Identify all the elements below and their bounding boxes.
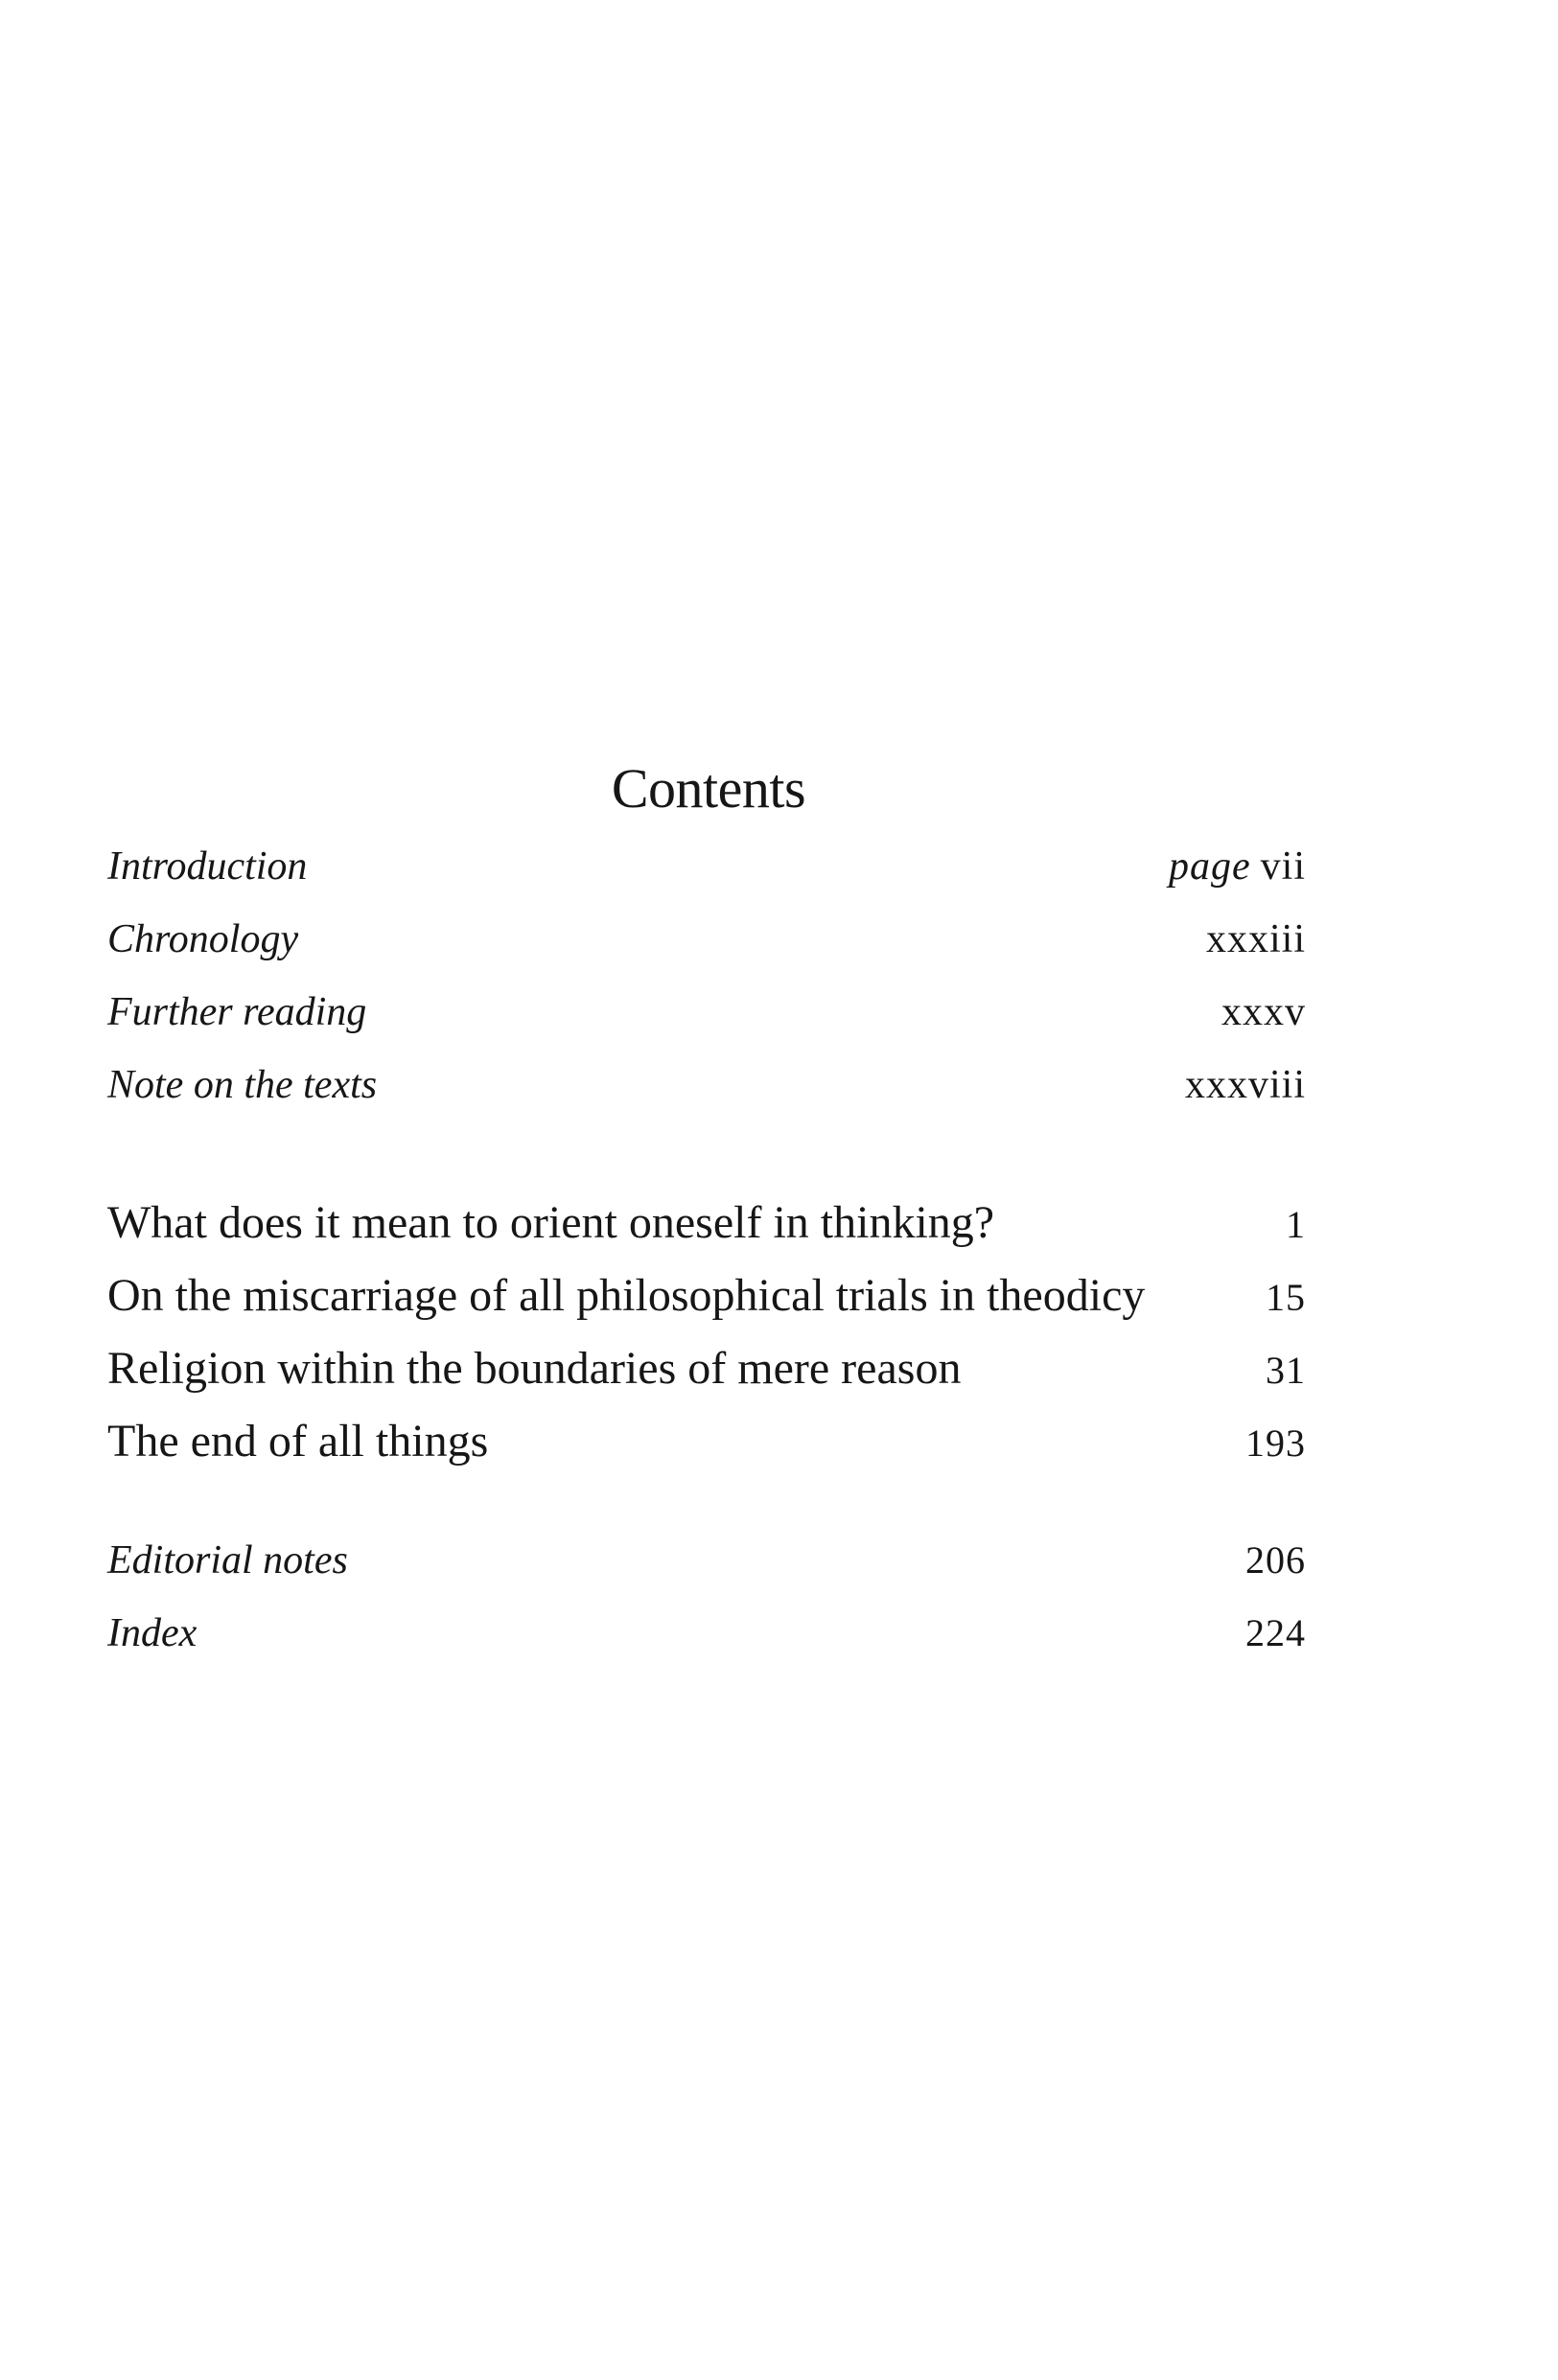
toc-entry-label: Note on the texts xyxy=(107,1063,378,1107)
contents-title: Contents xyxy=(611,757,806,820)
toc-entry-page: 31 xyxy=(1266,1349,1306,1392)
toc-entry-religion xyxy=(107,1332,1306,1405)
toc-entry-note-on-texts xyxy=(107,1049,1306,1121)
toc-entry-label: Editorial notes xyxy=(107,1538,348,1583)
toc-entry-page: xxxviii xyxy=(1184,1063,1306,1107)
toc-entry-page: 193 xyxy=(1245,1421,1306,1465)
toc-entry-end-of-all-things xyxy=(107,1405,1306,1478)
toc-entry-further-reading xyxy=(107,976,1306,1049)
toc-entry-page: 15 xyxy=(1266,1276,1306,1319)
toc-entry-page: xxxiii xyxy=(1205,917,1306,961)
toc-entry-introduction xyxy=(107,830,1306,903)
toc-entry-label: On the miscarriage of all philosophical trials in theodicy xyxy=(107,1270,1146,1321)
toc-entry-page: xxxv xyxy=(1221,990,1306,1034)
front-matter-list xyxy=(107,830,1306,1121)
toc-entry-label: What does it mean to orient oneself in thinking? xyxy=(107,1197,995,1248)
toc-entry-theodicy xyxy=(107,1259,1306,1332)
page-number: vii xyxy=(1260,844,1306,889)
toc-entry-chronology xyxy=(107,903,1306,976)
back-matter-list xyxy=(107,1524,1306,1670)
toc-entry-label: The end of all things xyxy=(107,1416,489,1467)
toc-entry-page xyxy=(1169,830,1306,903)
toc-entry-page: 1 xyxy=(1286,1203,1306,1246)
main-contents-list xyxy=(107,1187,1306,1478)
page-prefix: page xyxy=(1169,844,1251,889)
toc-entry-label: Chronology xyxy=(107,917,299,961)
toc-entry-orient-oneself xyxy=(107,1187,1306,1259)
toc-entry-label: Further reading xyxy=(107,990,367,1034)
toc-entry-label: Introduction xyxy=(107,844,308,889)
toc-entry-editorial-notes xyxy=(107,1524,1306,1597)
toc-entry-label: Religion within the boundaries of mere reason xyxy=(107,1343,962,1394)
toc-entry-page: 224 xyxy=(1245,1611,1306,1654)
toc-entry-page: 206 xyxy=(1245,1538,1306,1582)
toc-entry-index xyxy=(107,1597,1306,1670)
toc-entry-label: Index xyxy=(107,1611,198,1655)
